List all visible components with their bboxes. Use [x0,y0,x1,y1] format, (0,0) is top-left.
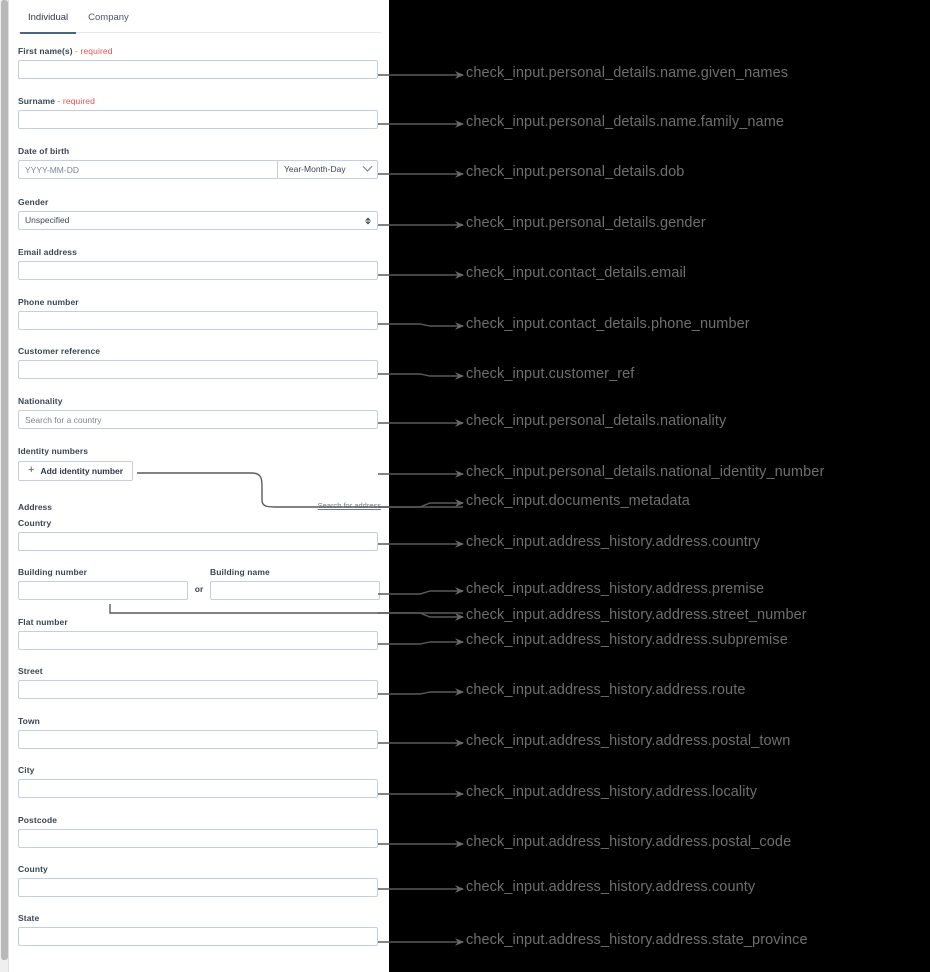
or-separator: or [194,584,204,594]
annotation-label: check_input.contact_details.email [466,265,687,281]
search-for-address-label: Search for address [317,501,381,510]
label-building-number: Building number [18,567,88,577]
connector-line [378,374,463,376]
annotation-label: check_input.personal_details.dob [466,164,685,180]
annotation-label: check_input.documents_metadata [466,493,690,509]
label-state: State [18,913,40,923]
label-flat-number: Flat number [18,617,68,627]
label-postcode: Postcode [18,815,58,825]
annotation-label: check_input.personal_details.nationality [466,413,727,429]
add-identity-number-label: Add identity number [40,465,124,476]
annotation-label: check_input.address_history.address.county [466,879,756,895]
label-phone: Phone number [18,297,79,307]
annotation-label: check_input.address_history.address.subpremise [466,632,788,648]
annotation-label: check_input.address_history.address.street_number [466,607,807,623]
connector-line [378,324,463,326]
annotation-label: check_input.personal_details.national_identity_number [466,464,825,480]
annotation-label: check_input.address_history.address.postal_code [466,834,792,850]
label-customer-ref: Customer reference [18,346,101,356]
gender-value: Unspecified [25,215,70,225]
label-building-name: Building name [210,567,270,577]
dob-format-value: Year-Month-Day [284,164,346,174]
label-first-name-text: First name(s) [18,46,73,56]
connector-line [378,692,463,694]
label-surname-required: - required [55,96,95,106]
label-surname-text: Surname [18,96,56,106]
address-section-title: Address [18,502,53,512]
label-gender: Gender [18,197,49,207]
tab-company-label: Company [88,11,129,23]
annotation-label: check_input.address_history.address.locality [466,784,758,800]
label-first-name-required: - required [72,46,113,56]
label-town: Town [18,716,40,726]
annotation-label: check_input.personal_details.name.family_name [466,114,785,130]
annotation-label: check_input.personal_details.name.given_names [466,65,789,81]
label-email: Email address [18,247,77,257]
connector-line [378,642,463,644]
annotation-label: check_input.address_history.address.route [466,682,746,698]
tab-individual-label: Individual [28,11,69,23]
label-city: City [18,765,35,775]
plus-icon: + [28,464,35,476]
annotation-label: check_input.address_history.address.postal_town [466,733,791,749]
label-country: Country [18,518,52,528]
annotation-label: check_input.address_history.address.country [466,534,761,550]
annotation-label: check_input.address_history.address.state_province [466,932,808,948]
connector-line [378,591,463,594]
connector-line [110,604,463,613]
annotation-label: check_input.personal_details.gender [466,215,706,231]
label-street: Street [18,666,43,676]
annotation-label: check_input.customer_ref [466,366,635,382]
label-identity-numbers: Identity numbers [18,446,89,456]
label-county: County [18,864,48,874]
annotation-label: check_input.address_history.address.premise [466,581,765,597]
label-dob: Date of birth [18,146,70,156]
connector-line [137,473,463,507]
label-nationality: Nationality [18,396,63,406]
annotation-label: check_input.contact_details.phone_number [466,316,750,332]
